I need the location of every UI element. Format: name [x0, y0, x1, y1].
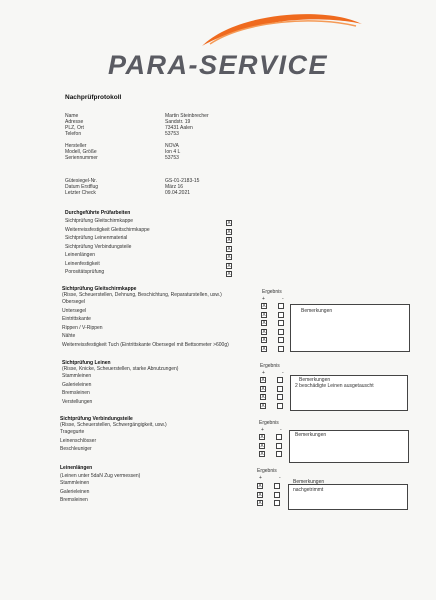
- result-label: Ergebnis: [262, 289, 282, 295]
- section-row: Galerieleinen: [60, 488, 90, 495]
- section-row: Verstellungen: [62, 398, 93, 405]
- work-checkboxes: [226, 220, 232, 280]
- section-lines: [62, 360, 178, 407]
- section-subtitle: (Risse, Scheuerstellen, Dehnung, Beschichtung, Reparaturstellen, usw.): [62, 292, 222, 298]
- fail-checkbox[interactable]: [277, 377, 283, 383]
- plus-label: +: [259, 475, 262, 481]
- result-label: Ergebnis: [259, 420, 279, 426]
- pass-checkbox[interactable]: X: [262, 337, 266, 343]
- fail-checkbox[interactable]: [278, 329, 284, 335]
- remarks-text: nachgetrimmt: [293, 487, 324, 493]
- logo-wing: [196, 6, 366, 50]
- owner-label-city: PLZ, Ort: [65, 125, 84, 131]
- pass-checkbox[interactable]: X: [262, 345, 266, 352]
- fail-checkbox[interactable]: [276, 451, 282, 457]
- fail-checkbox[interactable]: [278, 346, 284, 352]
- work-checkbox[interactable]: X: [227, 271, 231, 277]
- plus-label: +: [262, 370, 265, 376]
- fail-checkbox[interactable]: [274, 483, 280, 489]
- fail-checkbox[interactable]: [278, 303, 284, 309]
- connectors-remarks-box[interactable]: [289, 430, 409, 463]
- work-checkbox[interactable]: X: [227, 237, 231, 243]
- plus-label: +: [262, 296, 265, 302]
- result-label: Ergebnis: [260, 363, 280, 369]
- owner-value-phone: 53753: [165, 131, 179, 137]
- work-item: Sichtprüfung Verbindungsteile: [65, 243, 132, 250]
- lines-pass-boxes: [260, 377, 266, 411]
- owner-values: [165, 113, 209, 137]
- work-section: [65, 210, 150, 278]
- pass-checkbox[interactable]: X: [258, 491, 262, 498]
- section-connectors: [60, 416, 167, 455]
- pass-checkbox[interactable]: X: [260, 434, 264, 440]
- owner-value-address: Sandstr. 19: [165, 119, 191, 125]
- fail-checkbox[interactable]: [274, 492, 280, 498]
- work-checkbox[interactable]: X: [227, 245, 231, 252]
- page-title: Nachprüfprotokoll: [65, 94, 122, 101]
- pass-checkbox[interactable]: X: [261, 394, 265, 400]
- owner-label-address: Adresse: [65, 119, 84, 125]
- seal-value-lastcheck: 09.04.2021: [165, 190, 191, 196]
- lines-fail-boxes: [277, 377, 283, 411]
- seal-label-number: Gütesiegel-Nr.: [65, 178, 97, 184]
- pass-checkbox[interactable]: X: [260, 442, 264, 449]
- lengths-remarks-box[interactable]: [288, 484, 408, 510]
- owner-block: [65, 113, 84, 137]
- seal-value-firstflight: März 16: [165, 184, 184, 190]
- work-item: Sichtprüfung Gleitschirmkappe: [65, 218, 134, 224]
- section-heading: Sichtprüfung Gleitschirmkappe: [62, 286, 137, 292]
- work-checkbox[interactable]: X: [227, 228, 231, 235]
- pass-checkbox[interactable]: X: [262, 320, 266, 326]
- canopy-remarks-box[interactable]: [290, 304, 410, 352]
- fail-checkbox[interactable]: [276, 434, 282, 440]
- section-row: Galerieleinen: [62, 381, 92, 388]
- remarks-label: Bemerkungen: [299, 377, 331, 383]
- work-item: Leinenfestigkeit: [65, 260, 100, 267]
- device-block: [65, 143, 98, 161]
- work-item: Weiterreissfestigkeit Gleitschirmkappe: [65, 226, 150, 233]
- section-row: Rippen / V-Rippen: [62, 324, 103, 331]
- section-heading: Leinenlängen: [60, 465, 93, 471]
- remarks-label: Bemerkungen: [295, 432, 327, 438]
- canopy-fail-boxes: [278, 303, 284, 354]
- section-row: Bremsleinen: [60, 497, 88, 503]
- pass-checkbox[interactable]: X: [262, 311, 266, 318]
- fail-checkbox[interactable]: [277, 403, 283, 409]
- section-subtitle: (Leinen unter 5daN Zug vermessen): [60, 473, 141, 479]
- section-canopy: [62, 286, 229, 350]
- section-row: Tragegurte: [60, 429, 85, 435]
- work-checkbox[interactable]: X: [227, 220, 231, 226]
- fail-checkbox[interactable]: [278, 320, 284, 326]
- section-heading: Sichtprüfung Leinen: [62, 360, 111, 366]
- seal-label-lastcheck: Letzter Check: [65, 190, 96, 196]
- canopy-pass-boxes: [261, 303, 267, 354]
- section-heading: Sichtprüfung Verbindungsteile: [60, 416, 133, 422]
- device-value-serial: 53753: [165, 155, 179, 161]
- lines-remarks-box[interactable]: [290, 375, 408, 411]
- fail-checkbox[interactable]: [276, 443, 282, 449]
- section-subtitle: (Risse, Scheuerstellen, Schwergängigkeit, usw.): [60, 422, 167, 428]
- connectors-fail-boxes: [276, 434, 282, 460]
- minus-label: -: [279, 475, 281, 481]
- pass-checkbox[interactable]: X: [261, 377, 265, 383]
- section-line-lengths: [60, 465, 140, 506]
- device-value-model: Ion 4 L: [165, 149, 181, 155]
- work-item: Leinenlängen: [65, 252, 96, 258]
- owner-value-name: Martin Steinbrecher: [165, 113, 209, 119]
- minus-label: -: [280, 427, 282, 433]
- plus-label: +: [261, 427, 264, 433]
- fail-checkbox[interactable]: [274, 500, 280, 506]
- section-row: Stammleinen: [62, 373, 92, 379]
- lengths-fail-boxes: [274, 483, 280, 509]
- work-item: Porositätsprüfung: [65, 269, 105, 275]
- work-item: Sichtprüfung Leinenmaterial: [65, 235, 128, 241]
- work-checkbox[interactable]: X: [227, 254, 231, 260]
- section-row: Obersegel: [62, 299, 86, 305]
- owner-label-phone: Telefon: [65, 131, 82, 137]
- device-label-manufacturer: Hersteller: [65, 143, 87, 149]
- device-label-model: Modell, Größe: [65, 149, 97, 155]
- seal-value-number: GS-01-2183-15: [165, 178, 200, 184]
- owner-value-city: 73431 Aalen: [165, 125, 193, 131]
- seal-label-firstflight: Datum Erstflug: [65, 184, 99, 190]
- pass-checkbox[interactable]: X: [261, 385, 265, 392]
- section-row: Stammleinen: [60, 480, 90, 486]
- remarks-text: 2 beschädigte Leinen ausgetauscht: [295, 383, 374, 389]
- remarks-label: Bemerkungen: [301, 308, 333, 314]
- device-label-serial: Seriennummer: [65, 155, 98, 161]
- section-row: Leinenschlösser: [60, 437, 97, 444]
- pass-checkbox[interactable]: X: [262, 303, 266, 309]
- section-row: Weiterreissfestigkeit Tuch (Eintrittskante Obersegel mit Bettsometer >600g): [62, 341, 229, 348]
- work-heading: Durchgeführte Prüfarbeiten: [65, 210, 131, 216]
- remarks-label: Bemerkungen: [293, 479, 325, 485]
- work-checkbox[interactable]: X: [227, 262, 231, 269]
- section-row: Eintrittskante: [62, 316, 91, 322]
- fail-checkbox[interactable]: [278, 312, 284, 318]
- result-label: Ergebnis: [257, 468, 277, 474]
- owner-label-name: Name: [65, 113, 79, 119]
- minus-label: -: [282, 296, 284, 302]
- pass-checkbox[interactable]: X: [258, 500, 262, 506]
- device-values: [165, 143, 180, 161]
- fail-checkbox[interactable]: [278, 337, 284, 343]
- pass-checkbox[interactable]: X: [260, 451, 264, 457]
- seal-block: [65, 178, 98, 196]
- section-subtitle: (Risse, Knicke, Scheuerstellen, starke Abnutzungen): [62, 366, 179, 372]
- section-row: Nähte: [62, 333, 76, 339]
- section-row: Bremsleinen: [62, 390, 90, 396]
- pass-checkbox[interactable]: X: [262, 328, 266, 335]
- minus-label: -: [282, 370, 284, 376]
- section-row: Beschleuniger: [60, 446, 92, 452]
- seal-values: [165, 178, 199, 196]
- fail-checkbox[interactable]: [277, 386, 283, 392]
- fail-checkbox[interactable]: [277, 394, 283, 400]
- pass-checkbox[interactable]: X: [258, 483, 262, 489]
- pass-checkbox[interactable]: X: [261, 402, 265, 409]
- lengths-pass-boxes: [257, 483, 263, 509]
- device-value-manufacturer: NOVA: [165, 143, 179, 149]
- section-row: Untersegel: [62, 307, 87, 314]
- connectors-pass-boxes: [259, 434, 265, 460]
- brand-logo-text: PARA-SERVICE: [108, 50, 329, 80]
